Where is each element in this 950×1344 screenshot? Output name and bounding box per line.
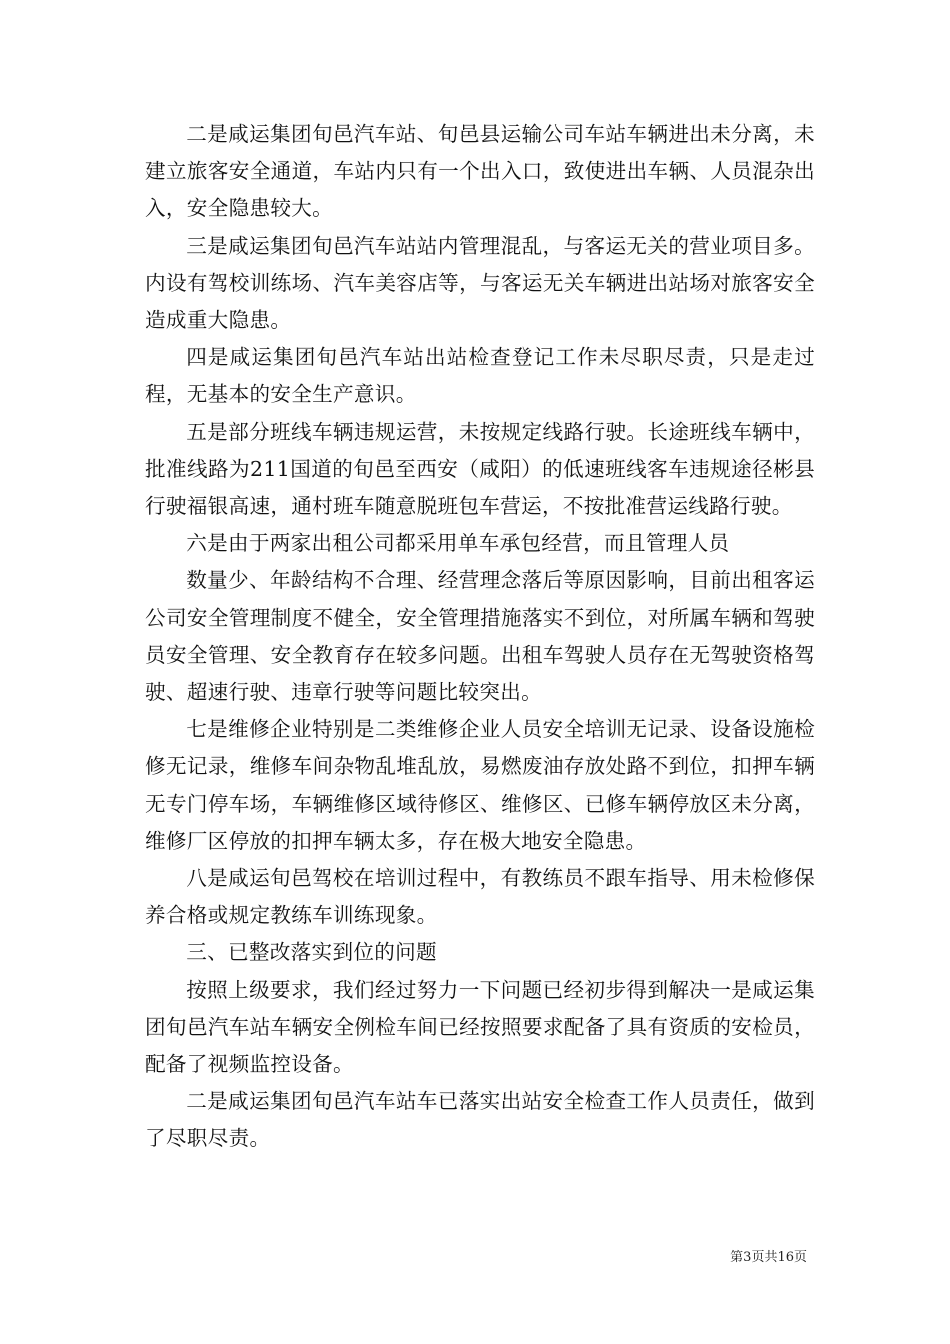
paragraph-rectification-one: 按照上级要求，我们经过努力一下问题已经初步得到解决一是咸运集团旬邑汽车站车辆安全例检车间已经按照要求配备了具有资质的安检员，配备了视频监控设备。 — [145, 977, 815, 1077]
page-number-footer: 第3页共16页 — [730, 1250, 807, 1265]
paragraph-station-management: 三是咸运集团旬邑汽车站站内管理混乱，与客运无关的营业项目多。内设有驾校训练场、汽车美容店等，与客运无关车辆进出站场对旅客安全造成重大隐患。 — [145, 233, 815, 333]
paragraph-station-separation: 二是咸运集团旬邑汽车站、旬邑县运输公司车站车辆进出未分离，未建立旅客安全通道，车站内只有一个出入口，致使进出车辆、人员混杂出入，安全隐患较大。 — [145, 122, 815, 221]
document-body — [145, 116, 815, 1158]
paragraph-repair-enterprises: 七是维修企业特别是二类维修企业人员安全培训无记录、设备设施检修无记录，维修车间杂物乱堆乱放，易燃废油存放处路不到位，扣押车辆无专门停车场，车辆维修区域待修区、维修区、已修车辆停放区未分离，维修厂区停放的扣押车辆太多，存在极大地安全隐患。 — [145, 717, 815, 853]
paragraph-exit-inspection: 四是咸运集团旬邑汽车站出站检查登记工作未尽职尽责，只是走过程，无基本的安全生产意识。 — [145, 345, 815, 407]
paragraph-rectification-two: 二是咸运集团旬邑汽车站车已落实出站安全检查工作人员责任，做到了尽职尽责。 — [145, 1089, 815, 1151]
paragraph-driving-school: 八是咸运旬邑驾校在培训过程中，有教练员不跟车指导、用未检修保养合格或规定教练车训练现象。 — [145, 866, 815, 928]
paragraph-taxi-continued: 数量少、年龄结构不合理、经营理念落后等原因影响，目前出租客运公司安全管理制度不健全，安全管理措施落实不到位，对所属车辆和驾驶员安全管理、安全教育存在较多问题。出租车驾驶人员存在无驾驶资格驾驶、超速行驶、违章行驶等问题比较突出。 — [145, 568, 815, 705]
paragraph-route-violation: 五是部分班线车辆违规运营，未按规定线路行驶。长途班线车辆中，批准线路为211国道的旬邑至西安（咸阳）的低速班线客车违规途径彬县行驶福银高速，通村班车随意脱班包车营运，不按批准营运线路行驶。 — [145, 419, 815, 519]
paragraph-taxi-first-line: 六是由于两家出租公司都采用单车承包经营，而且管理人员 — [186, 531, 730, 556]
section-heading-rectified: 三、已整改落实到位的问题 — [186, 940, 437, 965]
